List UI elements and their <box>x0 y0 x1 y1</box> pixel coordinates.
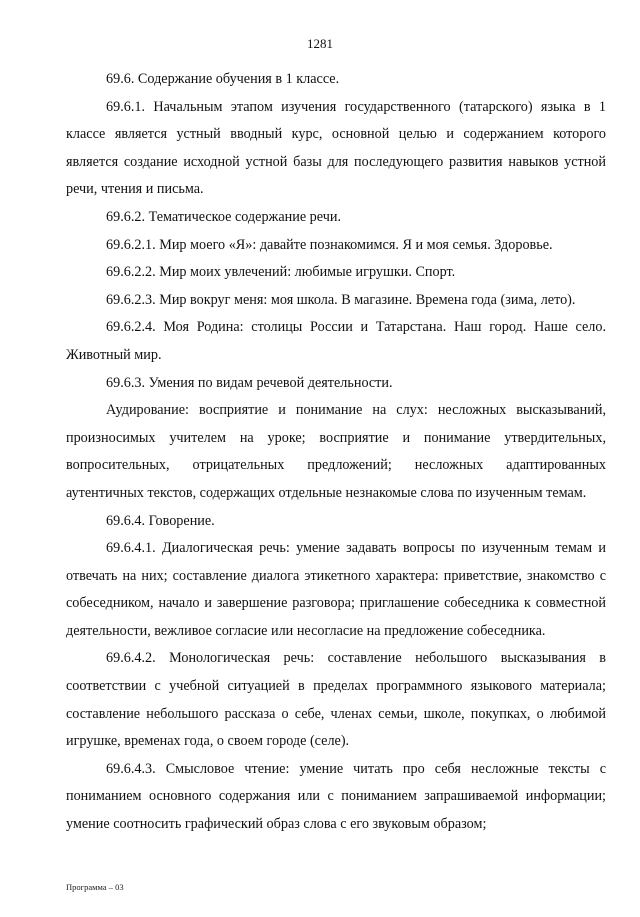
paragraph: 69.6.3. Умения по видам речевой деятельности. <box>106 374 393 391</box>
paragraph: 69.6. Содержание обучения в 1 классе. <box>106 71 340 87</box>
paragraph: Аудирование: восприятие и понимание на слух: несложных высказываний, произносимых учителем на уроке; восприятие и понимание утвердительных, вопросительных, отрицательных предложений; несложных адаптированных аутентичных текстов, содержащих отдельные незнакомые слова по изученным темам. <box>66 402 606 501</box>
paragraph: 69.6.2. Тематическое содержание речи. <box>106 208 341 225</box>
paragraph: 69.6.4.3. Смысловое чтение: умение читать про себя несложные тексты с пониманием основного содержания или с пониманием запрашиваемой информации; умение соотносить графический образ слова с его звуковым образом; <box>66 760 606 833</box>
paragraph: 69.6.4.1. Диалогическая речь: умение задавать вопросы по изученным темам и отвечать на них; составление диалога этикетного характера: приветствие, знакомство с собеседником, начало и завершение разговора; приглашение собеседника к совместной деятельности, вежливое согласие или несогласие на предложение собеседника. <box>66 540 606 639</box>
page-number: 1281 <box>307 36 333 51</box>
paragraph: 69.6.4.2. Монологическая речь: составление небольшого высказывания в соответствии с учебной ситуацией в пределах программного языкового материала; составление небольшого рассказа о себе, членах семьи, школе, покупках, о любимой игрушке, временах года, о своем городе (селе). <box>66 650 606 750</box>
paragraph: 69.6.2.4. Моя Родина: столицы России и Татарстана. Наш город. Наше село. Животный мир. <box>66 319 606 363</box>
paragraph: 69.6.1. Начальным этапом изучения государственного (татарского) языка в 1 классе является устный вводный курс, основной целью и содержанием которого является создание исходной устной базы для последующего развития навыков устной речи, чтения и письма. <box>66 98 606 198</box>
paragraph: 69.6.2.3. Мир вокруг меня: моя школа. В магазине. Времена года (зима, лето). <box>106 291 576 308</box>
document-body <box>66 66 606 839</box>
paragraph: 69.6.4. Говорение. <box>106 512 215 529</box>
footer-label: Программа – 03 <box>66 882 124 892</box>
paragraph: 69.6.2.1. Мир моего «Я»: давайте познакомимся. Я и моя семья. Здоровье. <box>106 236 553 253</box>
paragraph: 69.6.2.2. Мир моих увлечений: любимые игрушки. Спорт. <box>106 264 456 281</box>
